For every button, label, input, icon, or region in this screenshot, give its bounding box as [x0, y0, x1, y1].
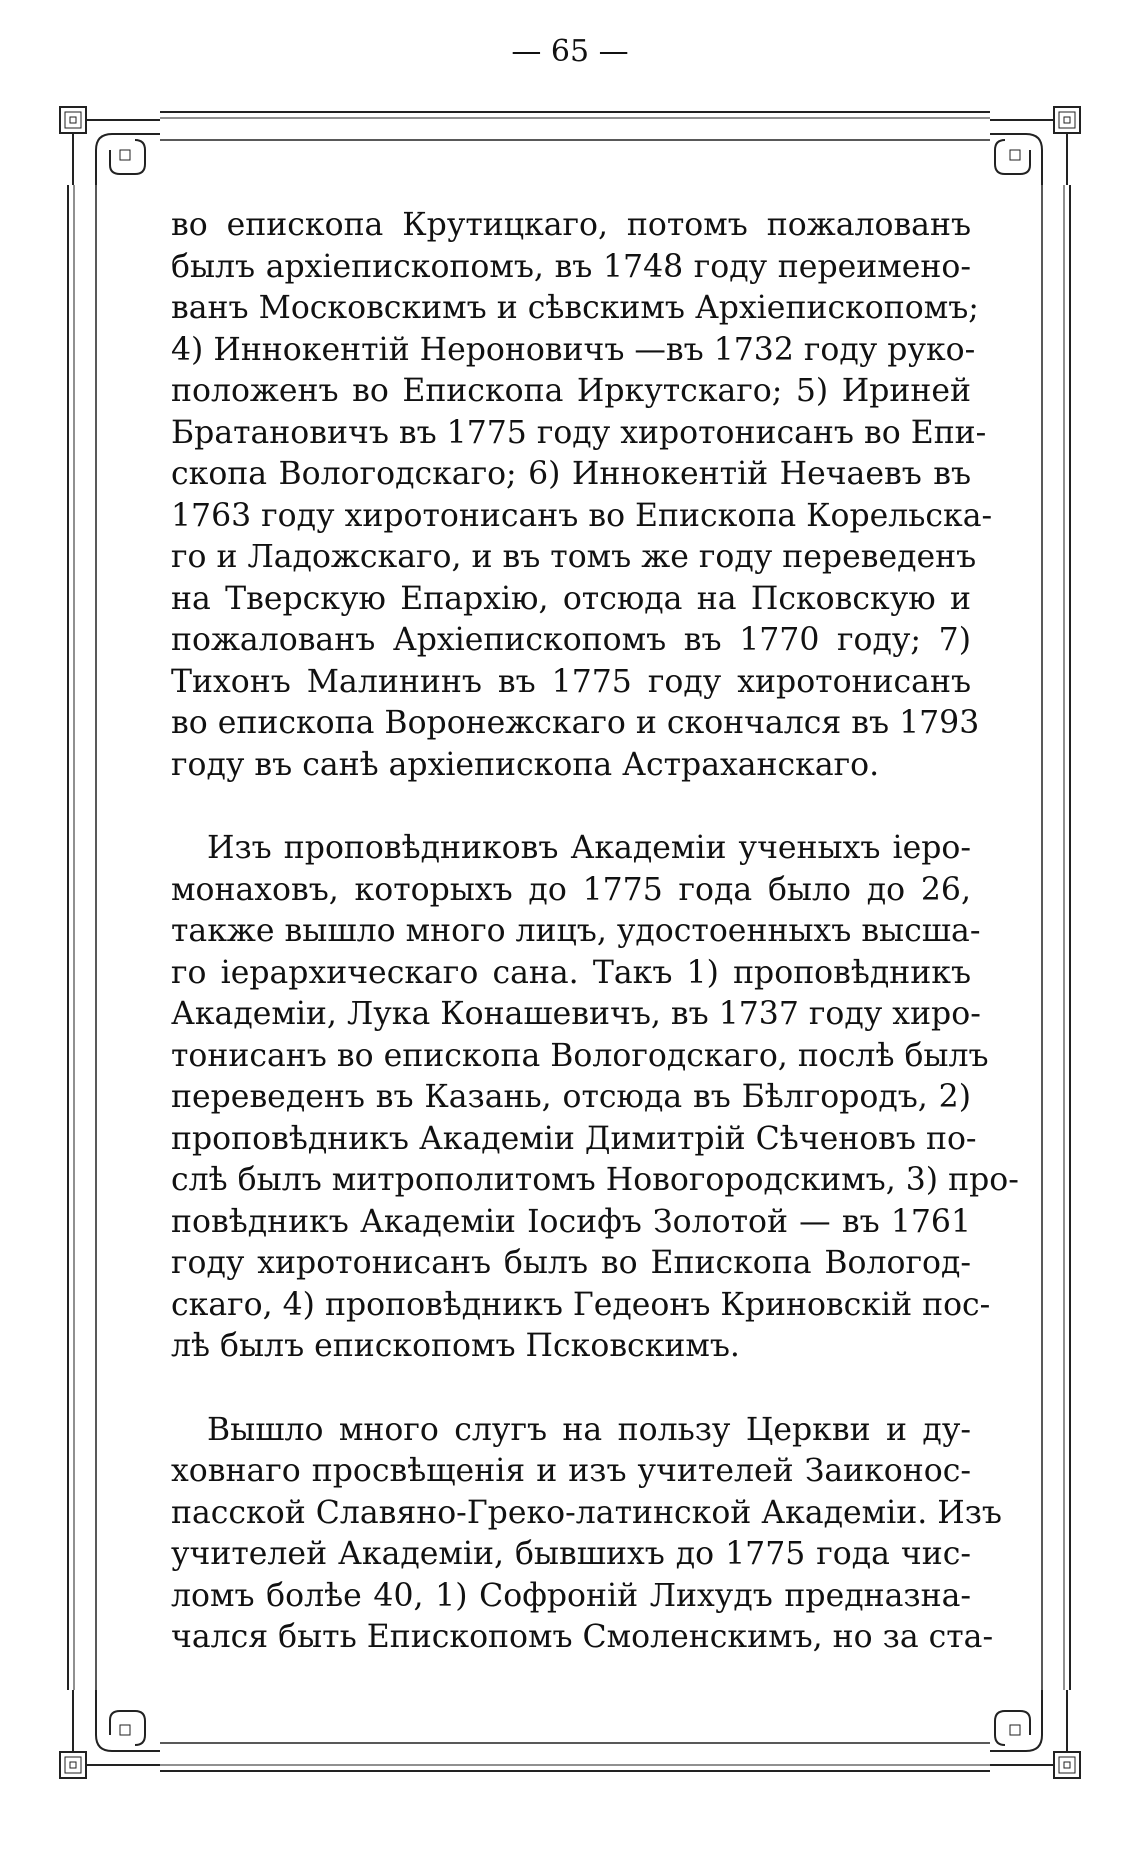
text-line: Вышло много слугъ на пользу Церкви и ду- — [207, 1411, 971, 1448]
page-number: — 65 — — [511, 34, 629, 69]
text-line: 1763 году хиротонисанъ во Епископа Корельска- — [171, 497, 993, 534]
paragraph-1 — [171, 205, 993, 786]
text-line: повѣдникъ Академіи Іосифъ Золотой — въ 1761 — [171, 1203, 971, 1240]
text-line: положенъ во Епископа Иркутскаго; 5) Ириней — [171, 373, 971, 409]
text-line: пожалованъ Архіепископомъ въ 1770 году; 7) — [171, 622, 971, 658]
text-line: учителей Академіи, бывшихъ до 1775 года чис- — [171, 1536, 971, 1572]
paragraph-2 — [171, 828, 1019, 1368]
text-line: былъ архіепископомъ, въ 1748 году переимено- — [171, 248, 971, 285]
text-line: году въ санѣ архіепископа Астраханскаго. — [171, 746, 880, 783]
text-line: го и Ладожскаго, и въ томъ же году переведенъ — [171, 539, 977, 575]
text-line: году хиротонисанъ былъ во Епископа Вологод- — [171, 1245, 971, 1281]
text-line: также вышло много лицъ, удостоенныхъ высша- — [171, 913, 981, 949]
text-line: ломъ болѣе 40, 1) Софроній Лихудъ предназна- — [171, 1577, 971, 1614]
text-line: скопа Вологодскаго; 6) Иннокентій Нечаевъ въ — [171, 456, 971, 492]
corner-ornament-bottom-left — [60, 1690, 160, 1778]
text-line: Академіи, Лука Конашевичъ, въ 1737 году хиро- — [171, 996, 981, 1032]
body-text — [171, 205, 1019, 1659]
corner-ornament-top-right — [990, 107, 1080, 185]
text-line: слѣ былъ митрополитомъ Новогородскимъ, 3) про- — [171, 1162, 1019, 1198]
text-line: во епископа Воронежскаго и скончался въ 1793 — [171, 705, 980, 741]
text-line: скаго, 4) проповѣдникъ Гедеонъ Криновскій пос- — [171, 1286, 991, 1323]
text-line: лѣ былъ епископомъ Псковскимъ. — [171, 1328, 740, 1364]
text-line: Тихонъ Малининъ въ 1775 году хиротонисанъ — [171, 663, 971, 700]
text-line: проповѣдникъ Академіи Димитрій Сѣченовъ по- — [171, 1120, 977, 1157]
corner-ornament-top-left — [60, 107, 160, 185]
text-line: Братановичъ въ 1775 году хиротонисанъ во Епи- — [171, 414, 987, 451]
corner-ornament-bottom-right — [990, 1690, 1080, 1778]
text-line: Изъ проповѣдниковъ Академіи ученыхъ іеро- — [207, 830, 971, 866]
text-line: во епископа Крутицкаго, потомъ пожалованъ — [171, 207, 971, 243]
text-line: на Тверскую Епархію, отсюда на Псковскую и — [171, 580, 971, 617]
text-line: 4) Иннокентій Нероновичъ —въ 1732 году руко- — [171, 331, 976, 368]
text-line: ховнаго просвѣщенія и изъ учителей Заиконос- — [171, 1453, 971, 1489]
text-line: пасской Славяно-Греко-латинской Академіи. Изъ — [171, 1494, 1002, 1531]
text-line: тонисанъ во епископа Вологодскаго, послѣ былъ — [171, 1037, 989, 1074]
text-line: чался быть Епископомъ Смоленскимъ, но за ста- — [171, 1619, 994, 1655]
paragraph-3 — [171, 1410, 1002, 1659]
text-line: переведенъ въ Казань, отсюда въ Бѣлгородъ, 2) — [171, 1079, 971, 1115]
text-line: го іерархическаго сана. Такъ 1) проповѣдникъ — [171, 954, 971, 991]
text-line: монаховъ, которыхъ до 1775 года было до 26, — [171, 871, 971, 908]
text-line: ванъ Московскимъ и сѣвскимъ Архіепископомъ; — [171, 290, 979, 326]
